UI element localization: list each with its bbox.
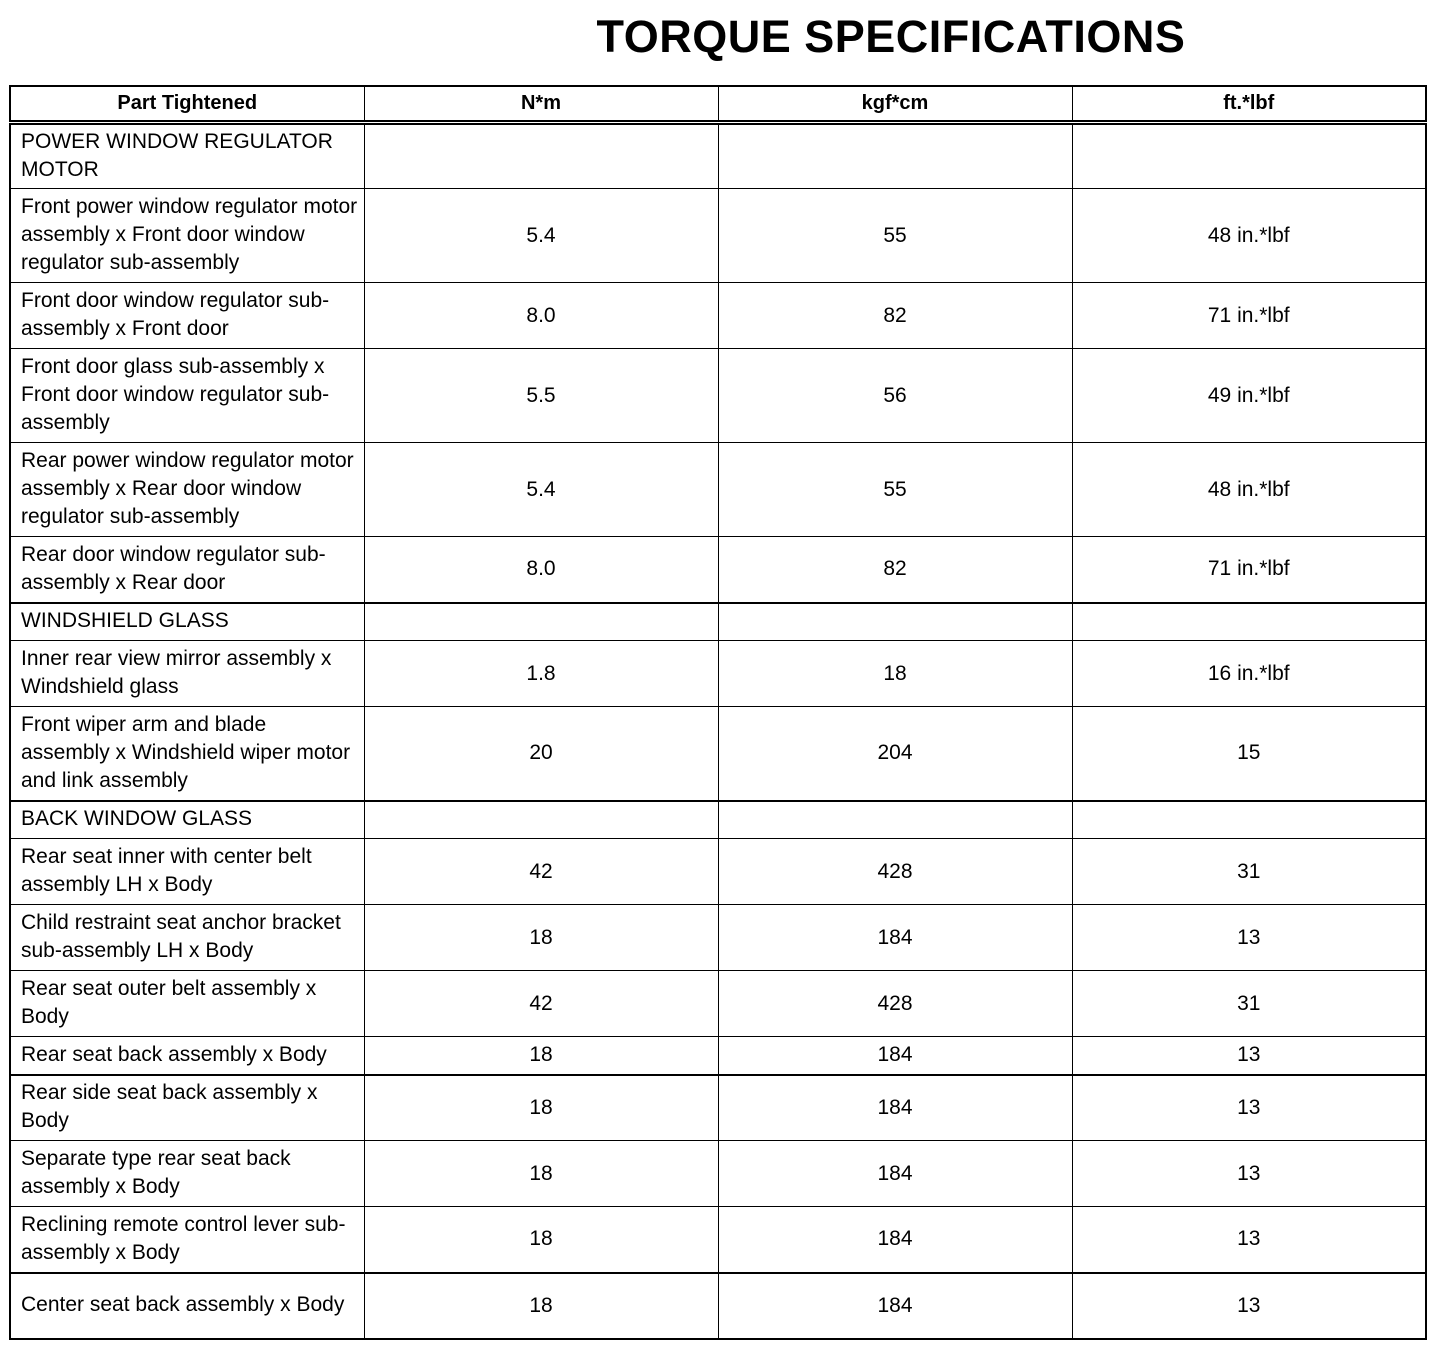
page-title: TORQUE SPECIFICATIONS: [596, 11, 1186, 62]
nm-value-cell: [364, 603, 718, 641]
part-tightened-cell: WINDSHIELD GLASS: [10, 603, 364, 641]
ft-lbf-value-cell: 71 in.*lbf: [1072, 283, 1426, 349]
ft-lbf-value-cell: 13: [1072, 1037, 1426, 1075]
ft-lbf-value-cell: 31: [1072, 839, 1426, 905]
ft-lbf-value-cell: 13: [1072, 1273, 1426, 1339]
kgf-cm-value-cell: [718, 801, 1072, 839]
kgf-cm-value-cell: [718, 603, 1072, 641]
table-row: [10, 1075, 1426, 1141]
part-tightened-cell: Child restraint seat anchor bracket sub-assembly LH x Body: [10, 905, 364, 971]
nm-value-cell: 5.4: [364, 189, 718, 283]
table-row: [10, 537, 1426, 603]
nm-value-cell: 1.8: [364, 641, 718, 707]
table-row: [10, 1037, 1426, 1075]
ft-lbf-value-cell: 13: [1072, 1141, 1426, 1207]
ft-lbf-value-cell: 13: [1072, 1075, 1426, 1141]
table-row: [10, 283, 1426, 349]
nm-value-cell: 8.0: [364, 537, 718, 603]
kgf-cm-value-cell: 82: [718, 283, 1072, 349]
nm-value-cell: 18: [364, 1207, 718, 1273]
section-header-row: [10, 603, 1426, 641]
nm-value-cell: 8.0: [364, 283, 718, 349]
section-header-row: [10, 123, 1426, 189]
part-tightened-cell: Front door glass sub-assembly x Front door window regulator sub-assembly: [10, 349, 364, 443]
column-header-part-tightened: Part Tightened: [10, 86, 364, 123]
part-tightened-cell: Rear seat outer belt assembly x Body: [10, 971, 364, 1037]
kgf-cm-value-cell: 55: [718, 443, 1072, 537]
kgf-cm-value-cell: 56: [718, 349, 1072, 443]
kgf-cm-value-cell: 184: [718, 1141, 1072, 1207]
part-tightened-cell: Front power window regulator motor assembly x Front door window regulator sub-assembly: [10, 189, 364, 283]
table-row: [10, 443, 1426, 537]
kgf-cm-value-cell: [718, 123, 1072, 189]
kgf-cm-value-cell: 55: [718, 189, 1072, 283]
part-tightened-cell: Rear seat inner with center belt assembly LH x Body: [10, 839, 364, 905]
nm-value-cell: 18: [364, 1037, 718, 1075]
kgf-cm-value-cell: 428: [718, 839, 1072, 905]
nm-value-cell: 42: [364, 971, 718, 1037]
part-tightened-cell: Inner rear view mirror assembly x Windshield glass: [10, 641, 364, 707]
ft-lbf-value-cell: [1072, 123, 1426, 189]
nm-value-cell: 42: [364, 839, 718, 905]
part-tightened-cell: POWER WINDOW REGULATOR MOTOR: [10, 123, 364, 189]
nm-value-cell: [364, 123, 718, 189]
table-row: [10, 349, 1426, 443]
ft-lbf-value-cell: 71 in.*lbf: [1072, 537, 1426, 603]
part-tightened-cell: Rear side seat back assembly x Body: [10, 1075, 364, 1141]
column-header-ft-lbf: ft.*lbf: [1072, 86, 1426, 123]
nm-value-cell: 18: [364, 905, 718, 971]
table-row: [10, 189, 1426, 283]
ft-lbf-value-cell: 13: [1072, 905, 1426, 971]
column-header-kgf-cm: kgf*cm: [718, 86, 1072, 123]
kgf-cm-value-cell: 428: [718, 971, 1072, 1037]
ft-lbf-value-cell: 31: [1072, 971, 1426, 1037]
part-tightened-cell: Front wiper arm and blade assembly x Windshield wiper motor and link assembly: [10, 707, 364, 801]
part-tightened-cell: Reclining remote control lever sub-assembly x Body: [10, 1207, 364, 1273]
table-header-row: [10, 86, 1426, 123]
nm-value-cell: 18: [364, 1141, 718, 1207]
nm-value-cell: 18: [364, 1075, 718, 1141]
kgf-cm-value-cell: 184: [718, 1207, 1072, 1273]
ft-lbf-value-cell: 15: [1072, 707, 1426, 801]
kgf-cm-value-cell: 184: [718, 905, 1072, 971]
table-row: [10, 641, 1426, 707]
section-header-row: [10, 801, 1426, 839]
part-tightened-cell: Front door window regulator sub-assembly x Front door: [10, 283, 364, 349]
table-row: [10, 707, 1426, 801]
kgf-cm-value-cell: 184: [718, 1037, 1072, 1075]
nm-value-cell: 20: [364, 707, 718, 801]
table-row: [10, 971, 1426, 1037]
ft-lbf-value-cell: 48 in.*lbf: [1072, 189, 1426, 283]
nm-value-cell: 18: [364, 1273, 718, 1339]
column-header-nm: N*m: [364, 86, 718, 123]
table-row: [10, 839, 1426, 905]
nm-value-cell: 5.4: [364, 443, 718, 537]
table-row: [10, 905, 1426, 971]
ft-lbf-value-cell: [1072, 801, 1426, 839]
ft-lbf-value-cell: 16 in.*lbf: [1072, 641, 1426, 707]
kgf-cm-value-cell: 184: [718, 1273, 1072, 1339]
ft-lbf-value-cell: 48 in.*lbf: [1072, 443, 1426, 537]
nm-value-cell: [364, 801, 718, 839]
part-tightened-cell: Center seat back assembly x Body: [10, 1273, 364, 1339]
part-tightened-cell: Rear power window regulator motor assembly x Rear door window regulator sub-assembly: [10, 443, 364, 537]
ft-lbf-value-cell: 13: [1072, 1207, 1426, 1273]
part-tightened-cell: Separate type rear seat back assembly x Body: [10, 1141, 364, 1207]
part-tightened-cell: Rear door window regulator sub-assembly x Rear door: [10, 537, 364, 603]
kgf-cm-value-cell: 184: [718, 1075, 1072, 1141]
torque-spec-table: [9, 85, 1427, 1340]
ft-lbf-value-cell: 49 in.*lbf: [1072, 349, 1426, 443]
part-tightened-cell: Rear seat back assembly x Body: [10, 1037, 364, 1075]
table-row: [10, 1141, 1426, 1207]
part-tightened-cell: BACK WINDOW GLASS: [10, 801, 364, 839]
table-row: [10, 1273, 1426, 1339]
kgf-cm-value-cell: 204: [718, 707, 1072, 801]
kgf-cm-value-cell: 82: [718, 537, 1072, 603]
kgf-cm-value-cell: 18: [718, 641, 1072, 707]
table-row: [10, 1207, 1426, 1273]
nm-value-cell: 5.5: [364, 349, 718, 443]
ft-lbf-value-cell: [1072, 603, 1426, 641]
